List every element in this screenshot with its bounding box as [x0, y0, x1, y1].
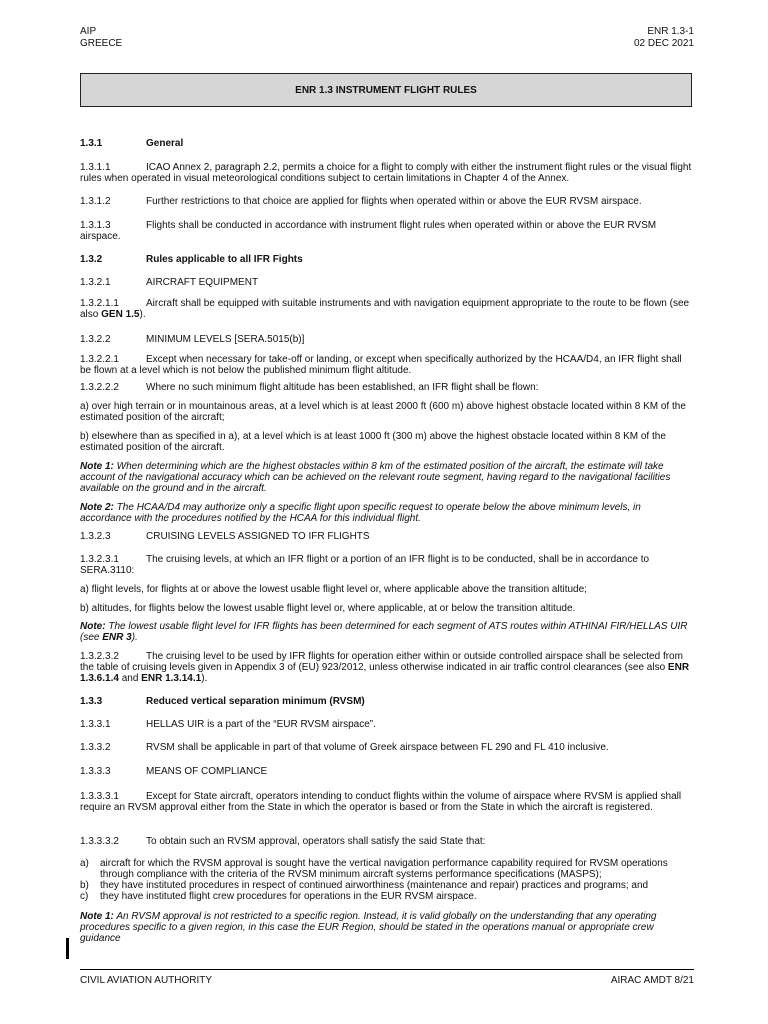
- header-country: GREECE: [80, 38, 123, 49]
- paragraph-1-3-3-2: 1.3.3.2 RVSM shall be applicable in part of that volume of Greek airspace between FL 290 and FL 410 inclusive.: [80, 742, 609, 753]
- paragraph-1-3-2-2-1: 1.3.2.2.1 Except when necessary for take-off or landing, or except when specifically authorized by the HCAA/D4, an IFR flight shall be flown at a level which is not below the published minimum flight altitude.: [80, 354, 682, 376]
- section-title: ENR 1.3 INSTRUMENT FLIGHT RULES: [295, 84, 477, 96]
- paragraph-1-3-3-3: 1.3.3.3 MEANS OF COMPLIANCE: [80, 766, 268, 777]
- paragraph-1-3-2-3: 1.3.2.3 CRUISING LEVELS ASSIGNED TO IFR FLIGHTS: [80, 531, 370, 542]
- reference-enr-3: ENR 3: [102, 632, 132, 643]
- footer-divider: [80, 969, 694, 970]
- reference-enr-1-3-6-1-4: ENR 1.3.6.1.4: [80, 662, 690, 684]
- paragraph-1-3-3-3-1: 1.3.3.3.1 Except for State aircraft, operators intending to conduct flights within the volume of airspace where RVSM is applied shall require an RVSM approval either from the State in which the operator is based or from the State in which the aircraft is registered.: [80, 791, 682, 813]
- header-publication: AIP: [80, 26, 97, 37]
- paragraph-1-3-2-3-1: 1.3.2.3.1 The cruising levels, at which an IFR flight or a portion of an IFR flight is to be conducted, shall be in accordance to SERA.3110:: [80, 554, 650, 576]
- note-2-authorization: Note 2: The HCAA/D4 may authorize only a specific flight upon specific request to operate below the above minimum levels, in accordance with the procedures notified by the HCAA for this individual flight.: [80, 502, 641, 524]
- item-b-altitudes: b) altitudes, for flights below the lowest usable flight level or, where applicable, at or below the transition altitude.: [80, 603, 576, 614]
- heading-1-3-1: 1.3.1 General: [80, 138, 184, 149]
- heading-1-3-3: 1.3.3 Reduced vertical separation minimum (RVSM): [80, 696, 365, 707]
- header-date: 02 DEC 2021: [633, 38, 694, 49]
- reference-enr-1-3-14-1: ENR 1.3.14.1: [141, 673, 202, 684]
- section-title-box: [80, 73, 692, 107]
- note-lowest-usable-flight-level: Note: The lowest usable flight level for IFR flights has been determined for each segment of ATS routes within ATHINAI FIR/HELLAS UIR (see ENR 3).: [80, 621, 688, 643]
- list-item: a) aircraft for which the RVSM approval is sought have the vertical navigation performance capability required for RVSM operations through compliance with the criteria of the RVSM minimum aircraft systems performance specifications (MASPS);: [80, 858, 668, 880]
- list-item: b) they have instituted procedures in respect of continued airworthiness (maintenance and repair) practices and programs; and: [80, 880, 649, 891]
- reference-gen-1-5: GEN 1.5: [101, 309, 140, 320]
- note-1-obstacles: Note 1: When determining which are the highest obstacles within 8 km of the estimated position of the aircraft, the estimate will take account of the navigational accuracy which can be achieved on the relevant route segment, having regard to the navigational facilities available on the ground and in the aircraft.: [80, 461, 671, 494]
- rvsm-requirements-list: [80, 858, 694, 902]
- paragraph-1-3-3-1: 1.3.3.1 HELLAS UIR is a part of the “EUR RVSM airspace”.: [80, 719, 376, 730]
- item-a-flight-levels: a) flight levels, for flights at or above the lowest usable flight level or, where applicable above the transition altitude;: [80, 584, 587, 595]
- heading-1-3-2: 1.3.2 Rules applicable to all IFR Fights: [80, 254, 303, 265]
- item-b-elsewhere: b) elsewhere than as specified in a), at a level which is at least 1000 ft (300 m) above the highest obstacle located within 8 KM of the estimated position of the aircraft.: [80, 431, 666, 453]
- header-page-ref: ENR 1.3-1: [647, 26, 694, 37]
- change-bar: [66, 938, 69, 959]
- note-1-rvsm-approval: Note 1: An RVSM approval is not restricted to a specific region. Instead, it is valid globally on the understanding that any operating procedures specific to a given region, in this case the EUR Region, should be stated in the operations manual or appropriate crew guidance: [80, 911, 657, 944]
- item-a-mountainous: a) over high terrain or in mountainous areas, at a level which is at least 2000 ft (600 m) above highest obstacle located within 8 KM of the estimated position of the aircraft;: [80, 401, 686, 423]
- paragraph-1-3-2-2: 1.3.2.2 MINIMUM LEVELS [SERA.5015(b)]: [80, 334, 305, 345]
- paragraph-1-3-2-1-1: 1.3.2.1.1 Aircraft shall be equipped with suitable instruments and with navigation equipment appropriate to the route to be flown (see also GEN 1.5).: [80, 298, 690, 320]
- paragraph-1-3-1-3: 1.3.1.3 Flights shall be conducted in accordance with instrument flight rules when operated within or above the EUR RVSM airspace.: [80, 220, 657, 242]
- paragraph-1-3-2-2-2: 1.3.2.2.2 Where no such minimum flight altitude has been established, an IFR flight shall be flown:: [80, 382, 539, 393]
- paragraph-1-3-3-3-2: 1.3.3.3.2 To obtain such an RVSM approval, operators shall satisfy the said State that:: [80, 836, 486, 847]
- header-left: [80, 26, 122, 50]
- paragraph-1-3-2-3-2: 1.3.2.3.2 The cruising level to be used by IFR flights for operation either within or outside controlled airspace shall be selected from the table of cruising levels given in Appendix 3 of (EU) 923/2012, unless otherwise indicated in air traffic control clearances (see also ENR 1.3.6.1.4 and ENR 1.3.14.1).: [80, 651, 690, 684]
- paragraph-1-3-2-1: 1.3.2.1 AIRCRAFT EQUIPMENT: [80, 277, 259, 288]
- paragraph-1-3-1-1: 1.3.1.1 ICAO Annex 2, paragraph 2.2, permits a choice for a flight to comply with either the instrument flight rules or the visual flight rules when operated in visual meteorological conditions subject to certain limitations in Chapter 4 of the Annex.: [80, 162, 692, 184]
- footer-amendment: AIRAC AMDT 8/21: [610, 975, 694, 986]
- header-right: [634, 26, 694, 50]
- list-item: c) they have instituted flight crew procedures for operations in the EUR RVSM airspace.: [80, 891, 477, 902]
- footer-authority: CIVIL AVIATION AUTHORITY: [80, 975, 213, 986]
- paragraph-1-3-1-2: 1.3.1.2 Further restrictions to that choice are applied for flights when operated within or above the EUR RVSM airspace.: [80, 196, 642, 207]
- document-page: [80, 0, 694, 1024]
